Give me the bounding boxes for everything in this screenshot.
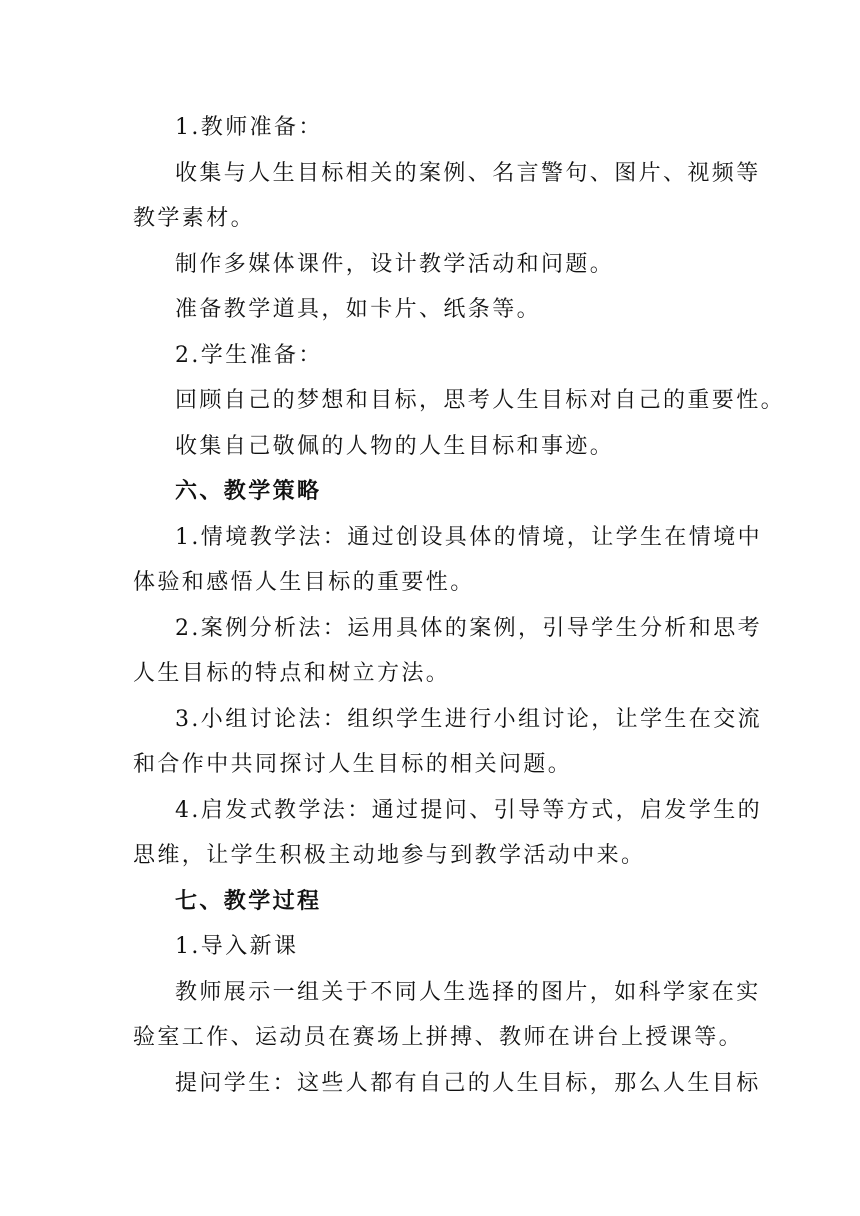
line: 准备教学道具，如卡片、纸条等。 — [175, 297, 542, 322]
paragraph-process-1-text — [133, 970, 761, 1061]
section-title-teaching-strategy — [133, 469, 743, 515]
section-title-teaching-process — [133, 879, 743, 925]
paragraph-student-prep-heading — [133, 333, 743, 379]
line: 人生目标的特点和树立方法。 — [133, 661, 451, 686]
paragraph-teacher-prep-3 — [133, 287, 743, 333]
line: 教学素材。 — [133, 206, 256, 231]
paragraph-process-1-question — [133, 1061, 761, 1107]
paragraph-teacher-prep-1 — [133, 151, 761, 242]
paragraph-student-prep-1 — [133, 378, 786, 424]
line: 4.启发式教学法：通过提问、引导等方式，启发学生的 — [175, 797, 762, 823]
paragraph-teacher-prep-2 — [133, 242, 743, 288]
line: 教师展示一组关于不同人生选择的图片，如科学家在实 — [175, 979, 761, 1005]
line: 制作多媒体课件，设计教学活动和问题。 — [175, 251, 615, 277]
line: 1.情境教学法：通过创设具体的情境，让学生在情境中 — [175, 524, 762, 550]
paragraph-student-prep-2 — [133, 424, 743, 470]
paragraph-process-1-heading — [133, 924, 743, 970]
line: 1.教师准备： — [175, 115, 323, 140]
line: 2.案例分析法：运用具体的案例，引导学生分析和思考 — [175, 615, 762, 641]
line: 提问学生：这些人都有自己的人生目标，那么人生目标 — [175, 1070, 761, 1096]
line: 七、教学过程 — [175, 887, 322, 914]
paragraph-teacher-prep-heading — [133, 105, 743, 151]
line: 和合作中共同探讨人生目标的相关问题。 — [133, 752, 573, 777]
paragraph-strategy-4 — [133, 788, 762, 879]
line: 六、教学策略 — [175, 478, 322, 504]
document-body — [133, 105, 786, 1106]
line: 验室工作、运动员在赛场上拼搏、教师在讲台上授课等。 — [133, 1025, 744, 1050]
line: 收集自己敬佩的人物的人生目标和事迹。 — [175, 433, 615, 459]
line: 思维，让学生积极主动地参与到教学活动中来。 — [133, 843, 646, 868]
line: 3.小组讨论法：组织学生进行小组讨论，让学生在交流 — [175, 706, 762, 732]
line: 收集与人生目标相关的案例、名言警句、图片、视频等 — [175, 160, 761, 186]
paragraph-strategy-3 — [133, 697, 762, 788]
line: 2.学生准备： — [175, 342, 323, 368]
paragraph-strategy-2 — [133, 606, 762, 697]
line: 1.导入新课 — [175, 934, 299, 959]
line: 回顾自己的梦想和目标，思考人生目标对自己的重要性。 — [175, 388, 786, 413]
paragraph-strategy-1 — [133, 515, 762, 606]
line: 体验和感悟人生目标的重要性。 — [133, 570, 475, 595]
